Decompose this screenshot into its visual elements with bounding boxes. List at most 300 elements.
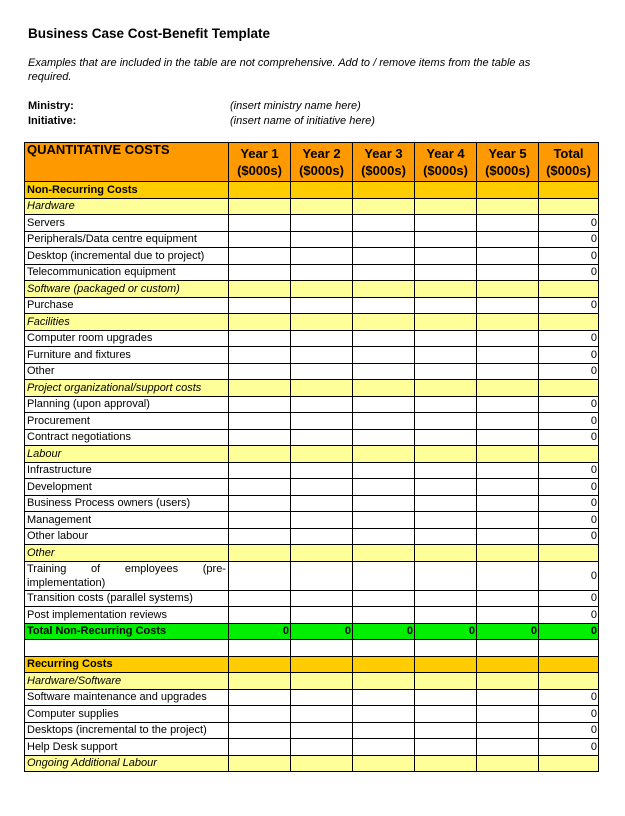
year-value-cell[interactable] — [353, 363, 415, 380]
year-value-cell[interactable] — [229, 561, 291, 590]
header-col-1 — [229, 143, 291, 182]
row-total-cell: 0 — [539, 396, 599, 413]
year-value-cell[interactable] — [229, 231, 291, 248]
header-col-title: Year 1 — [240, 146, 279, 161]
item-label[interactable]: Planning (upon approval) — [25, 396, 229, 413]
year-value-cell[interactable] — [353, 347, 415, 364]
year-value-cell[interactable] — [353, 528, 415, 545]
year-value-cell[interactable] — [477, 528, 539, 545]
year-value-cell[interactable] — [477, 330, 539, 347]
blank-cell[interactable] — [539, 281, 599, 298]
year-value-cell[interactable] — [291, 689, 353, 706]
year-value-cell[interactable] — [415, 330, 477, 347]
year-value-cell[interactable] — [415, 462, 477, 479]
item-label[interactable]: Other — [25, 363, 229, 380]
header-col-3 — [353, 143, 415, 182]
year-value-cell[interactable] — [353, 706, 415, 723]
year-value-cell[interactable] — [353, 479, 415, 496]
blank-cell[interactable] — [539, 198, 599, 215]
blank-cell[interactable] — [291, 545, 353, 562]
initiative-value[interactable]: (insert name of initiative here) — [230, 115, 375, 127]
blank-cell[interactable] — [353, 545, 415, 562]
header-col-unit: ($000s) — [361, 163, 406, 178]
blank-cell[interactable] — [539, 446, 599, 463]
year-value-cell[interactable] — [291, 347, 353, 364]
section-label[interactable]: Recurring Costs — [25, 656, 229, 673]
table-row — [25, 590, 599, 607]
blank-cell[interactable] — [477, 640, 539, 657]
table-row — [25, 413, 599, 430]
item-label[interactable]: Desktops (incremental to the project) — [25, 722, 229, 739]
year-value-cell[interactable] — [229, 264, 291, 281]
year-value-cell[interactable] — [477, 396, 539, 413]
subsection-row — [25, 281, 599, 298]
section-row — [25, 182, 599, 199]
item-label[interactable]: Desktop (incremental due to project) — [25, 248, 229, 265]
year-value-cell[interactable] — [353, 231, 415, 248]
blank-cell[interactable] — [291, 198, 353, 215]
item-label[interactable]: Procurement — [25, 413, 229, 430]
blank-cell[interactable] — [229, 656, 291, 673]
year-value-cell[interactable] — [229, 363, 291, 380]
row-total-cell: 0 — [539, 215, 599, 232]
year-value-cell[interactable] — [229, 429, 291, 446]
blank-cell[interactable] — [415, 380, 477, 397]
blank-cell[interactable] — [353, 314, 415, 331]
year-value-cell[interactable] — [229, 607, 291, 624]
year-value-cell[interactable] — [229, 495, 291, 512]
year-value-cell[interactable] — [353, 512, 415, 529]
blank-cell[interactable] — [477, 182, 539, 199]
item-label-word: Training — [27, 562, 67, 575]
year-value-cell[interactable] — [415, 396, 477, 413]
subsection-label[interactable]: Hardware/Software — [25, 673, 229, 690]
year-value-cell[interactable] — [477, 479, 539, 496]
blank-cell[interactable] — [353, 281, 415, 298]
item-label[interactable]: Management — [25, 512, 229, 529]
year-value-cell[interactable] — [477, 363, 539, 380]
year-value-cell[interactable] — [229, 462, 291, 479]
year-value-cell[interactable] — [477, 215, 539, 232]
item-label[interactable]: Infrastructure — [25, 462, 229, 479]
subsection-label[interactable]: Other — [25, 545, 229, 562]
year-value-cell[interactable] — [291, 512, 353, 529]
year-value-cell[interactable] — [291, 396, 353, 413]
blank-cell[interactable] — [477, 673, 539, 690]
year-value-cell[interactable] — [291, 363, 353, 380]
blank-cell[interactable] — [539, 755, 599, 772]
year-value-cell[interactable] — [415, 561, 477, 590]
table-row — [25, 297, 599, 314]
header-col-title: Year 3 — [364, 146, 403, 161]
blank-cell[interactable] — [353, 198, 415, 215]
year-value-cell[interactable] — [415, 215, 477, 232]
row-total-cell: 0 — [539, 607, 599, 624]
year-value-cell[interactable] — [353, 215, 415, 232]
year-value-cell[interactable] — [477, 413, 539, 430]
blank-cell[interactable] — [353, 182, 415, 199]
year-value-cell[interactable] — [229, 512, 291, 529]
year-value-cell[interactable] — [415, 706, 477, 723]
year-value-cell[interactable] — [353, 590, 415, 607]
subsection-row — [25, 755, 599, 772]
blank-cell[interactable] — [415, 673, 477, 690]
item-label[interactable]: Peripherals/Data centre equipment — [25, 231, 229, 248]
year-value-cell[interactable] — [353, 722, 415, 739]
year-value-cell[interactable] — [353, 462, 415, 479]
year-value-cell[interactable] — [353, 495, 415, 512]
row-total-cell: 0 — [539, 462, 599, 479]
blank-cell[interactable] — [25, 640, 229, 657]
year-value-cell[interactable] — [291, 462, 353, 479]
year-value-cell[interactable] — [477, 264, 539, 281]
year-value-cell[interactable] — [291, 590, 353, 607]
item-label[interactable]: Furniture and fixtures — [25, 347, 229, 364]
row-total-cell: 0 — [539, 479, 599, 496]
row-total-cell: 0 — [539, 231, 599, 248]
blank-cell[interactable] — [229, 446, 291, 463]
header-col-title: Total — [553, 146, 584, 161]
blank-cell[interactable] — [229, 198, 291, 215]
subsection-row — [25, 314, 599, 331]
year-value-cell[interactable] — [291, 248, 353, 265]
item-label[interactable]: Other labour — [25, 528, 229, 545]
blank-cell[interactable] — [291, 673, 353, 690]
year-value-cell[interactable] — [291, 297, 353, 314]
total-row — [25, 623, 599, 640]
year-value-cell[interactable] — [353, 297, 415, 314]
year-value-cell[interactable] — [291, 264, 353, 281]
table-row — [25, 722, 599, 739]
year-value-cell[interactable] — [291, 231, 353, 248]
table-row — [25, 739, 599, 756]
header-col-unit: ($000s) — [423, 163, 468, 178]
blank-cell[interactable] — [229, 640, 291, 657]
year-value-cell[interactable] — [477, 512, 539, 529]
year-value-cell[interactable] — [291, 528, 353, 545]
year-value-cell[interactable] — [291, 429, 353, 446]
item-label-word: (pre- — [202, 562, 226, 575]
ministry-value[interactable]: (insert ministry name here) — [230, 100, 361, 112]
subsection-row — [25, 545, 599, 562]
year-value-cell[interactable] — [477, 722, 539, 739]
row-total-cell: 0 — [539, 689, 599, 706]
year-value-cell[interactable] — [229, 297, 291, 314]
year-value-cell[interactable] — [229, 413, 291, 430]
row-total-cell: 0 — [539, 347, 599, 364]
year-value-cell[interactable] — [229, 739, 291, 756]
blank-cell[interactable] — [539, 640, 599, 657]
table-row — [25, 264, 599, 281]
blank-cell[interactable] — [477, 755, 539, 772]
table-row — [25, 347, 599, 364]
year-value-cell[interactable] — [477, 689, 539, 706]
row-total-cell: 0 — [539, 528, 599, 545]
year-value-cell[interactable] — [353, 429, 415, 446]
year-value-cell[interactable] — [477, 231, 539, 248]
year-value-cell[interactable] — [477, 495, 539, 512]
blank-cell[interactable] — [539, 545, 599, 562]
year-value-cell[interactable] — [229, 215, 291, 232]
year-value-cell[interactable] — [415, 739, 477, 756]
blank-cell[interactable] — [415, 545, 477, 562]
blank-cell[interactable] — [229, 755, 291, 772]
table-row — [25, 561, 599, 590]
year-value-cell[interactable] — [353, 561, 415, 590]
year-value-cell[interactable] — [415, 297, 477, 314]
blank-cell[interactable] — [229, 281, 291, 298]
header-col-4 — [415, 143, 477, 182]
blank-cell[interactable] — [291, 380, 353, 397]
blank-cell[interactable] — [415, 656, 477, 673]
subsection-row — [25, 446, 599, 463]
subsection-row — [25, 198, 599, 215]
table-row — [25, 462, 599, 479]
blank-cell[interactable] — [477, 446, 539, 463]
year-value-cell[interactable] — [229, 479, 291, 496]
header-col-title: Year 4 — [426, 146, 465, 161]
table-row — [25, 528, 599, 545]
subsection-label[interactable]: Ongoing Additional Labour — [25, 755, 229, 772]
item-label[interactable]: Computer supplies — [25, 706, 229, 723]
item-label[interactable] — [25, 561, 229, 590]
item-label[interactable]: Contract negotiations — [25, 429, 229, 446]
year-value-cell[interactable] — [229, 248, 291, 265]
year-value-cell[interactable] — [415, 479, 477, 496]
row-total-cell: 0 — [539, 512, 599, 529]
blank-cell[interactable] — [291, 656, 353, 673]
blank-cell[interactable] — [291, 182, 353, 199]
blank-cell[interactable] — [477, 380, 539, 397]
year-value-cell[interactable] — [415, 429, 477, 446]
subsection-label[interactable]: Labour — [25, 446, 229, 463]
year-value-cell[interactable] — [415, 528, 477, 545]
section-row — [25, 656, 599, 673]
subsection-label[interactable]: Software (packaged or custom) — [25, 281, 229, 298]
year-value-cell[interactable] — [353, 264, 415, 281]
table-row — [25, 330, 599, 347]
row-total-cell: 0 — [539, 429, 599, 446]
item-label[interactable]: Business Process owners (users) — [25, 495, 229, 512]
subsection-label[interactable]: Hardware — [25, 198, 229, 215]
blank-cell[interactable] — [291, 281, 353, 298]
year-value-cell[interactable] — [477, 590, 539, 607]
year-value-cell[interactable] — [353, 739, 415, 756]
blank-cell[interactable] — [415, 640, 477, 657]
blank-cell[interactable] — [353, 656, 415, 673]
year-value-cell[interactable] — [415, 607, 477, 624]
row-total-cell: 0 — [539, 413, 599, 430]
table-row — [25, 248, 599, 265]
year-value-cell[interactable] — [229, 528, 291, 545]
year-value-cell[interactable] — [415, 413, 477, 430]
initiative-label: Initiative: — [28, 115, 77, 127]
blank-cell[interactable] — [291, 755, 353, 772]
year-value-cell[interactable] — [415, 363, 477, 380]
blank-cell[interactable] — [415, 314, 477, 331]
item-label[interactable]: Servers — [25, 215, 229, 232]
year-value-cell[interactable] — [229, 689, 291, 706]
year-value-cell[interactable] — [291, 739, 353, 756]
item-label[interactable]: Purchase — [25, 297, 229, 314]
table-row — [25, 706, 599, 723]
blank-cell[interactable] — [539, 380, 599, 397]
blank-cell[interactable] — [229, 673, 291, 690]
blank-cell[interactable] — [229, 380, 291, 397]
year-value-cell[interactable] — [353, 413, 415, 430]
row-total-cell: 0 — [539, 706, 599, 723]
year-value-cell[interactable] — [291, 561, 353, 590]
row-total-cell: 0 — [539, 297, 599, 314]
header-col-unit: ($000s) — [299, 163, 344, 178]
total-value-cell: 0 — [353, 623, 415, 640]
item-label[interactable]: Computer room upgrades — [25, 330, 229, 347]
year-value-cell[interactable] — [353, 607, 415, 624]
header-col-unit: ($000s) — [546, 163, 591, 178]
blank-cell[interactable] — [415, 182, 477, 199]
year-value-cell[interactable] — [477, 706, 539, 723]
year-value-cell[interactable] — [291, 413, 353, 430]
year-value-cell[interactable] — [477, 739, 539, 756]
row-total-cell: 0 — [539, 495, 599, 512]
subsection-label[interactable]: Facilities — [25, 314, 229, 331]
year-value-cell[interactable] — [353, 248, 415, 265]
blank-cell[interactable] — [353, 446, 415, 463]
blank-cell[interactable] — [229, 182, 291, 199]
ministry-label: Ministry: — [28, 100, 74, 112]
year-value-cell[interactable] — [229, 396, 291, 413]
blank-cell[interactable] — [415, 446, 477, 463]
year-value-cell[interactable] — [291, 722, 353, 739]
year-value-cell[interactable] — [415, 689, 477, 706]
row-total-cell: 0 — [539, 363, 599, 380]
year-value-cell[interactable] — [291, 479, 353, 496]
blank-cell[interactable] — [415, 281, 477, 298]
blank-cell[interactable] — [539, 182, 599, 199]
year-value-cell[interactable] — [477, 607, 539, 624]
blank-cell[interactable] — [477, 656, 539, 673]
item-label-word: of — [91, 562, 101, 575]
year-value-cell[interactable] — [229, 347, 291, 364]
year-value-cell[interactable] — [291, 215, 353, 232]
blank-cell[interactable] — [539, 673, 599, 690]
year-value-cell[interactable] — [415, 231, 477, 248]
year-value-cell[interactable] — [415, 495, 477, 512]
year-value-cell[interactable] — [353, 396, 415, 413]
blank-cell[interactable] — [477, 281, 539, 298]
year-value-cell[interactable] — [477, 429, 539, 446]
blank-cell[interactable] — [229, 314, 291, 331]
blank-cell[interactable] — [229, 545, 291, 562]
item-label-word: employees — [124, 562, 179, 575]
header-col-unit: ($000s) — [485, 163, 530, 178]
year-value-cell[interactable] — [353, 330, 415, 347]
year-value-cell[interactable] — [477, 462, 539, 479]
year-value-cell[interactable] — [291, 495, 353, 512]
header-col-5 — [477, 143, 539, 182]
header-col-unit: ($000s) — [237, 163, 282, 178]
spacer-row — [25, 640, 599, 657]
total-label: Total Non-Recurring Costs — [25, 623, 229, 640]
blank-cell[interactable] — [539, 656, 599, 673]
total-value-cell: 0 — [539, 623, 599, 640]
year-value-cell[interactable] — [477, 297, 539, 314]
year-value-cell[interactable] — [415, 722, 477, 739]
table-row — [25, 689, 599, 706]
item-label[interactable]: Development — [25, 479, 229, 496]
table-row — [25, 512, 599, 529]
row-total-cell: 0 — [539, 590, 599, 607]
year-value-cell[interactable] — [477, 347, 539, 364]
year-value-cell[interactable] — [229, 706, 291, 723]
item-label[interactable]: Software maintenance and upgrades — [25, 689, 229, 706]
table-row — [25, 396, 599, 413]
total-value-cell: 0 — [415, 623, 477, 640]
blank-cell[interactable] — [539, 314, 599, 331]
blank-cell[interactable] — [353, 673, 415, 690]
blank-cell[interactable] — [477, 545, 539, 562]
item-label[interactable]: Telecommunication equipment — [25, 264, 229, 281]
year-value-cell[interactable] — [415, 590, 477, 607]
row-total-cell: 0 — [539, 248, 599, 265]
table-header-row — [25, 143, 599, 182]
row-total-cell: 0 — [539, 264, 599, 281]
blank-cell[interactable] — [477, 198, 539, 215]
year-value-cell[interactable] — [291, 706, 353, 723]
table-row — [25, 231, 599, 248]
year-value-cell[interactable] — [229, 722, 291, 739]
blank-cell[interactable] — [415, 755, 477, 772]
blank-cell[interactable] — [415, 198, 477, 215]
item-label[interactable]: Help Desk support — [25, 739, 229, 756]
item-label[interactable]: Post implementation reviews — [25, 607, 229, 624]
year-value-cell[interactable] — [415, 248, 477, 265]
year-value-cell[interactable] — [291, 607, 353, 624]
header-col-title: Year 5 — [488, 146, 527, 161]
year-value-cell[interactable] — [477, 561, 539, 590]
blank-cell[interactable] — [477, 314, 539, 331]
section-label[interactable]: Non-Recurring Costs — [25, 182, 229, 199]
year-value-cell[interactable] — [477, 248, 539, 265]
table-row — [25, 215, 599, 232]
year-value-cell[interactable] — [353, 689, 415, 706]
row-total-cell: 0 — [539, 739, 599, 756]
item-label[interactable]: Transition costs (parallel systems) — [25, 590, 229, 607]
table-row — [25, 607, 599, 624]
blank-cell[interactable] — [291, 640, 353, 657]
blank-cell[interactable] — [353, 755, 415, 772]
subsection-label[interactable]: Project organizational/support costs — [25, 380, 229, 397]
year-value-cell[interactable] — [291, 330, 353, 347]
row-total-cell: 0 — [539, 330, 599, 347]
year-value-cell[interactable] — [229, 590, 291, 607]
year-value-cell[interactable] — [415, 347, 477, 364]
header-col-2 — [291, 143, 353, 182]
year-value-cell[interactable] — [415, 264, 477, 281]
total-value-cell: 0 — [291, 623, 353, 640]
blank-cell[interactable] — [291, 446, 353, 463]
item-label-line: implementation) — [27, 576, 106, 589]
year-value-cell[interactable] — [229, 330, 291, 347]
cost-table — [24, 142, 599, 772]
blank-cell[interactable] — [353, 380, 415, 397]
blank-cell[interactable] — [353, 640, 415, 657]
header-quantitative-costs: QUANTITATIVE COSTS — [25, 143, 229, 182]
year-value-cell[interactable] — [415, 512, 477, 529]
row-total-cell: 0 — [539, 722, 599, 739]
blank-cell[interactable] — [291, 314, 353, 331]
header-col-6 — [539, 143, 599, 182]
